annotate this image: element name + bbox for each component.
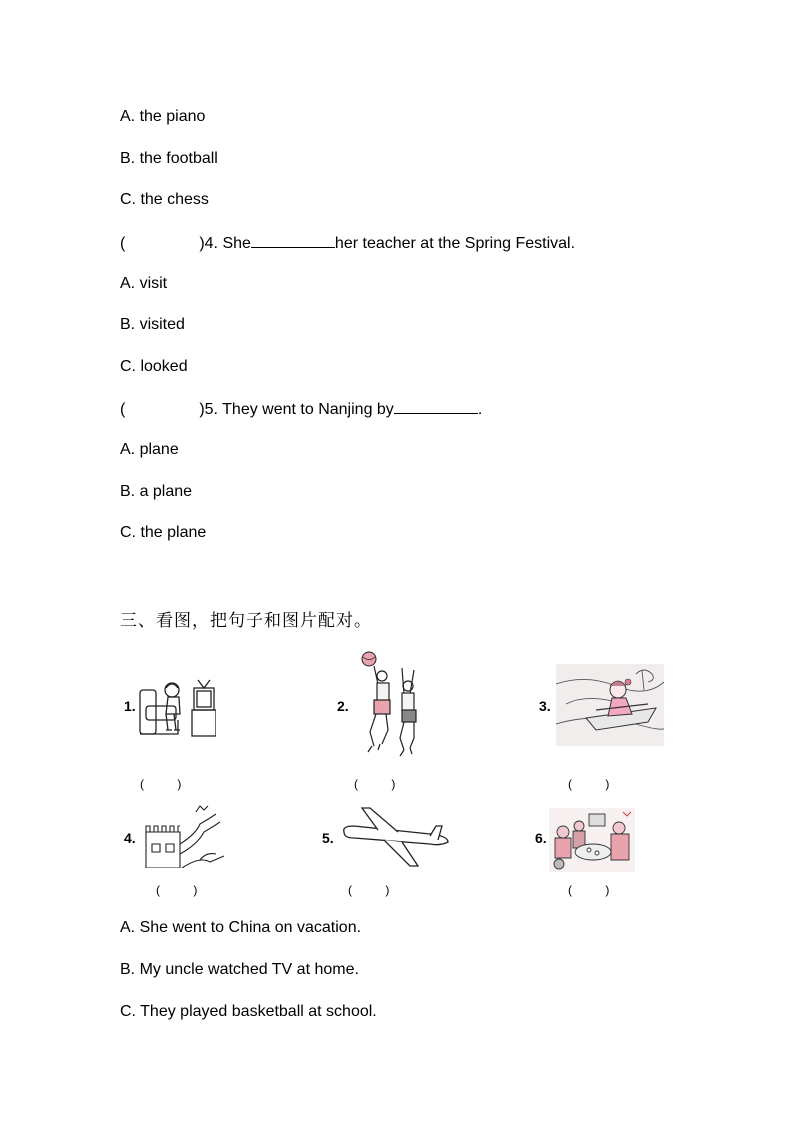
answer-paren-3[interactable]: ( ) <box>568 777 610 791</box>
airplane-icon <box>340 804 452 868</box>
picture-number-6: 6. <box>535 830 547 846</box>
answer-paren-1[interactable]: ( ) <box>140 777 182 791</box>
q5-blank[interactable] <box>394 398 478 414</box>
q5-stem <box>120 398 482 420</box>
q4-blank[interactable] <box>251 232 335 248</box>
q4-option-b: B. visited <box>120 316 185 333</box>
q3-option-a: A. the piano <box>120 108 206 125</box>
answer-paren-6[interactable]: ( ) <box>568 883 610 897</box>
section-title: 三、看图，把句子和图片配对。 <box>120 611 372 631</box>
q5-open-paren: ( <box>120 401 126 418</box>
tv-watching-icon <box>138 676 216 738</box>
q5-option-a: A. plane <box>120 441 179 458</box>
q4-option-c: C. looked <box>120 358 188 375</box>
sentence-a: A. She went to China on vacation. <box>120 919 362 936</box>
q5-text-before: )5. They went to Nanjing by <box>199 401 394 418</box>
answer-paren-5[interactable]: ( ) <box>348 883 390 897</box>
sentence-b: B. My uncle watched TV at home. <box>120 961 359 978</box>
boating-girl-icon <box>556 664 664 746</box>
q4-text-after: her teacher at the Spring Festival. <box>334 235 576 252</box>
q5-text-after: . <box>477 401 483 418</box>
picture-number-2: 2. <box>337 698 349 714</box>
answer-paren-4[interactable]: ( ) <box>156 883 198 897</box>
picture-number-5: 5. <box>322 830 334 846</box>
q4-stem <box>120 232 575 254</box>
basketball-players-icon <box>352 648 424 760</box>
q4-option-a: A. visit <box>120 275 168 292</box>
q5-option-c: C. the plane <box>120 524 207 541</box>
q3-option-b: B. the football <box>120 150 218 167</box>
q3-option-c: C. the chess <box>120 191 209 208</box>
picture-number-4: 4. <box>124 830 136 846</box>
picture-number-1: 1. <box>124 698 136 714</box>
q5-option-b: B. a plane <box>120 483 193 500</box>
answer-paren-2[interactable]: ( ) <box>354 777 396 791</box>
q4-open-paren: ( <box>120 235 126 252</box>
sentence-c: C. They played basketball at school. <box>120 1003 377 1020</box>
family-dinner-icon <box>549 808 635 872</box>
great-wall-icon <box>140 804 226 868</box>
q4-text-before: )4. She <box>199 235 251 252</box>
picture-number-3: 3. <box>539 698 551 714</box>
